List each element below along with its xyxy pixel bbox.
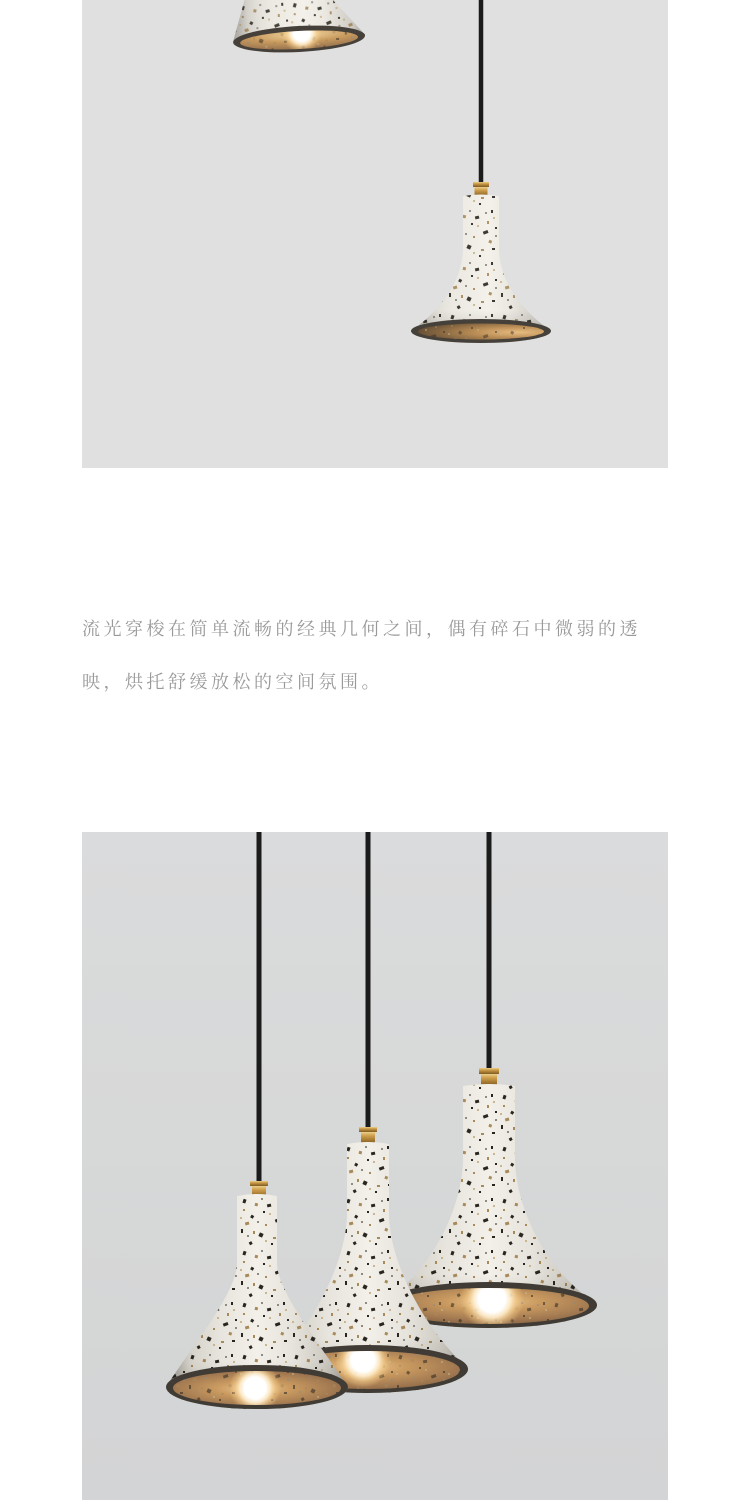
pendant-lamp-single (411, 0, 551, 343)
product-description: 流光穿梭在简单流畅的经典几何之间，偶有碎石中微弱的透映，烘托舒缓放松的空间氛围。 (82, 619, 641, 693)
pendant-lamp-right (381, 832, 597, 1331)
pendant-lamps-pair-illustration (82, 0, 668, 468)
product-photo-bottom (82, 832, 668, 1500)
pendant-lamps-trio-illustration (82, 832, 668, 1500)
brass-connector (359, 1127, 377, 1144)
product-photo-top (82, 0, 668, 468)
pendant-lamp-partial (230, 0, 365, 56)
brass-connector (479, 1068, 499, 1086)
